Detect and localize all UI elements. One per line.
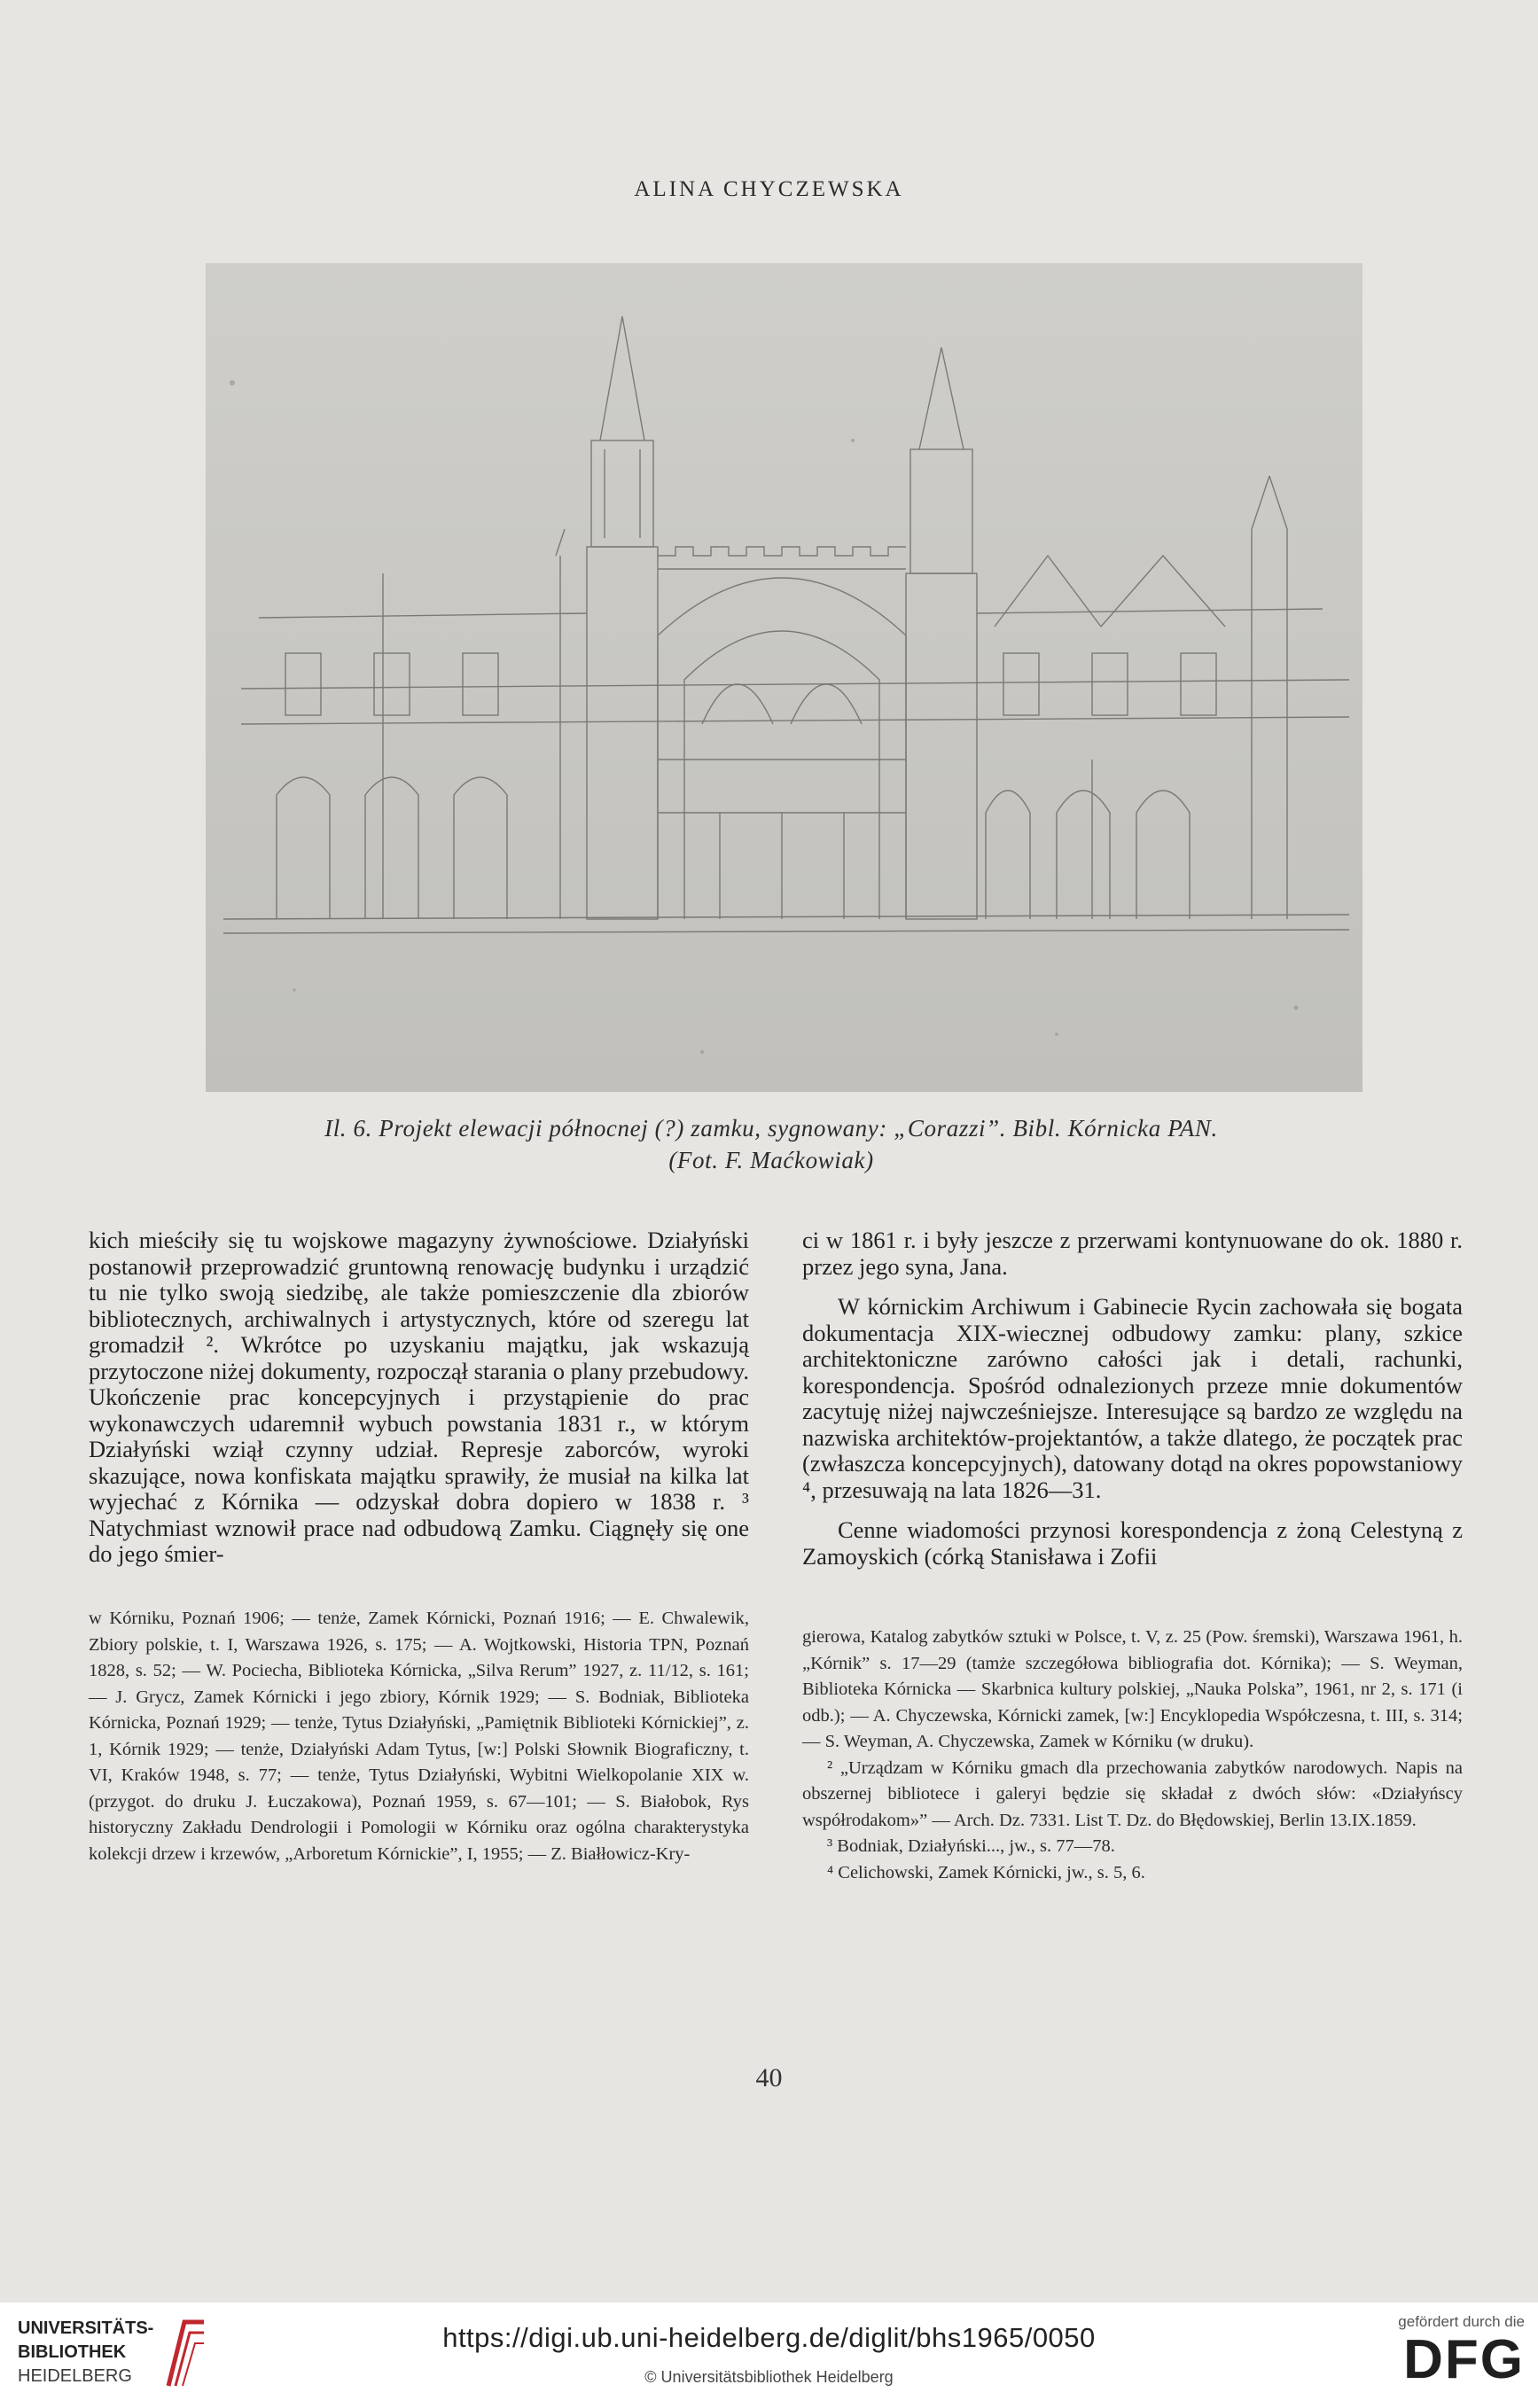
footnote: ³ Bodniak, Działyński..., jw., s. 77—78. (827, 1836, 1115, 1856)
library-name-line-3: HEIDELBERG (18, 2366, 132, 2386)
footnote: ² „Urządzam w Kórniku gmach dla przechowania zabytków narodowych. Napis na obszernej bibliotece i galeryi będzie się składał z dwóch słów: «Działyńscy współrodakom»” — Arch. Dz. 7331. List T. Dz. do Błędowskiej, Berlin 13.IX.1859. (802, 1757, 1463, 1830)
running-head: ALINA CHYCZEWSKA (634, 177, 904, 201)
funder-text: gefördert durch die (1398, 2313, 1525, 2330)
document-url-link[interactable]: https://digi.ub.uni-heidelberg.de/diglit/bhs1965/0050 (442, 2322, 1096, 2353)
caption-line-1: Il. 6. Projekt elewacji północnej (?) zamku, sygnowany: „Corazzi”. Bibl. Kórnicka PAN. (324, 1115, 1218, 1142)
library-name-line-2: BIBLIOTHEK (18, 2342, 127, 2362)
page-number: 40 (755, 2063, 783, 2092)
figure-caption (160, 1112, 1383, 1176)
paragraph: kich mieściły się tu wojskowe magazyny żywnościowe. Działyński postanowił przeprowadzić gruntowną renowację budynku i urządzić tu nie tylko swoją siedzibę, ale także pomieszczenie dla zbiorów bibliotecznych, archiwalnych i artystycznych, które od szeregu lat gromadził ². Wkrótce po uzyskaniu majątku, jak wskazują przytoczone niżej dokumenty, rozpoczął starania o plany przebudowy. Ukończenie prac koncepcyjnych i przystąpienie do prac wykonawczych udaremnił wybuch powstania 1831 r., w którym Działyński wziął czynny udział. Represje zaborców, wyroki skazujące, nowa konfiskata majątku sprawiły, że musiał na kilka lat wyjechać z Kórnika — odzyskał dobra dopiero w 1838 r. ³ Natychmiast wznowił prace nad odbudową Zamku. Ciągnęły się one do jego śmier- (89, 1227, 749, 1567)
caption-line-2: (Fot. F. Maćkowiak) (668, 1147, 874, 1173)
elevation-sketch (206, 263, 1362, 1092)
library-name-line-1: UNIVERSITÄTS- (18, 2318, 154, 2338)
paragraph: W kórnickim Archiwum i Gabinecie Rycin zachowała się bogata dokumentacja XIX-wiecznej odbudowy zamku: plany, szkice architektoniczne zarówno całości jak i detali, rachunki, korespondencja. Spośród odnalezionych przeze mnie dokumentów zacytuję niżej najwcześniejsze. Interesujące są bardzo ze względu na nazwiska architektów-projektantów, a także dlatego, że początek prac (zwłaszcza koncepcyjnych), datowany dotąd na okres popowstaniowy ⁴, przesuwają na lata 1826—31. (802, 1293, 1463, 1503)
architectural-drawing-image (206, 263, 1362, 1092)
dfg-logo-text: DFG (1403, 2329, 1525, 2390)
copyright-notice: © Universitätsbibliothek Heidelberg (644, 2368, 894, 2386)
paragraph: ci w 1861 r. i były jeszcze z przerwami kontynuowane do ok. 1880 r. przez jego syna, Jana. (802, 1227, 1463, 1280)
footnote: ⁴ Celichowski, Zamek Kórnicki, jw., s. 5, 6. (827, 1862, 1145, 1882)
footnote: gierowa, Katalog zabytków sztuki w Polsce, t. V, z. 25 (Pow. śremski), Warszawa 1961, h. „Kórnik” s. 17—29 (tamże szczegółowa bibliografia dot. Kórnika); — S. Weyman, Biblioteka Kórnicka — Skarbnica kultury polskiej, „Nauka Polska”, 1961, nr 2, s. 171 (i odb.); — A. Chyczewska, Kórnicki zamek, [w:] Encyklopedia Współczesna, t. III, s. 314; — S. Weyman, A. Chyczewska, Zamek w Kórniku (w druku). (802, 1627, 1463, 1751)
footnote: w Kórniku, Poznań 1906; — tenże, Zamek Kórnicki, Poznań 1916; — E. Chwalewik, Zbiory polskie, t. I, Warszawa 1926, s. 175; — A. Wojtkowski, Historia TPN, Poznań 1828, s. 52; — W. Pociecha, Biblioteka Kórnicka, „Silva Rerum” 1927, z. 11/12, s. 161; — J. Grycz, Zamek Kórnicki i jego zbiory, Kórnik 1929; — S. Bodniak, Biblioteka Kórnicka, Poznań 1929; — tenże, Tytus Działyński, „Pamiętnik Biblioteki Kórnickiej”, z. 1, Kórnik 1929; — tenże, Działyński Adam Tytus, [w:] Polski Słownik Biograficzny, t. VI, Kraków 1948, s. 77; — tenże, Tytus Działyński, Wybitni Wielkopolanie XIX w. (przygot. do druku J. Łuczakowa), Poznań 1959, s. 67—101; — S. Białobok, Rys historyczny Zakładu Dendrologii i Pomologii w Kórniku oraz ogólna charakterystyka kolekcji drzew i krzewów, „Arboretum Kórnickie”, I, 1955; — Z. Białłowicz-Kry- (89, 1609, 749, 1864)
body-column-right (802, 1227, 1463, 1570)
footnotes-left (89, 1606, 749, 1867)
footer-bar (0, 2303, 1538, 2408)
footnotes-right (802, 1625, 1463, 1886)
paragraph: Cenne wiadomości przynosi korespondencja z żoną Celestyną z Zamoyskich (córką Stanisława i Zofii (802, 1516, 1463, 1570)
dfg-funder-logo[interactable] (1365, 2313, 1525, 2397)
body-column-left (89, 1227, 749, 1568)
